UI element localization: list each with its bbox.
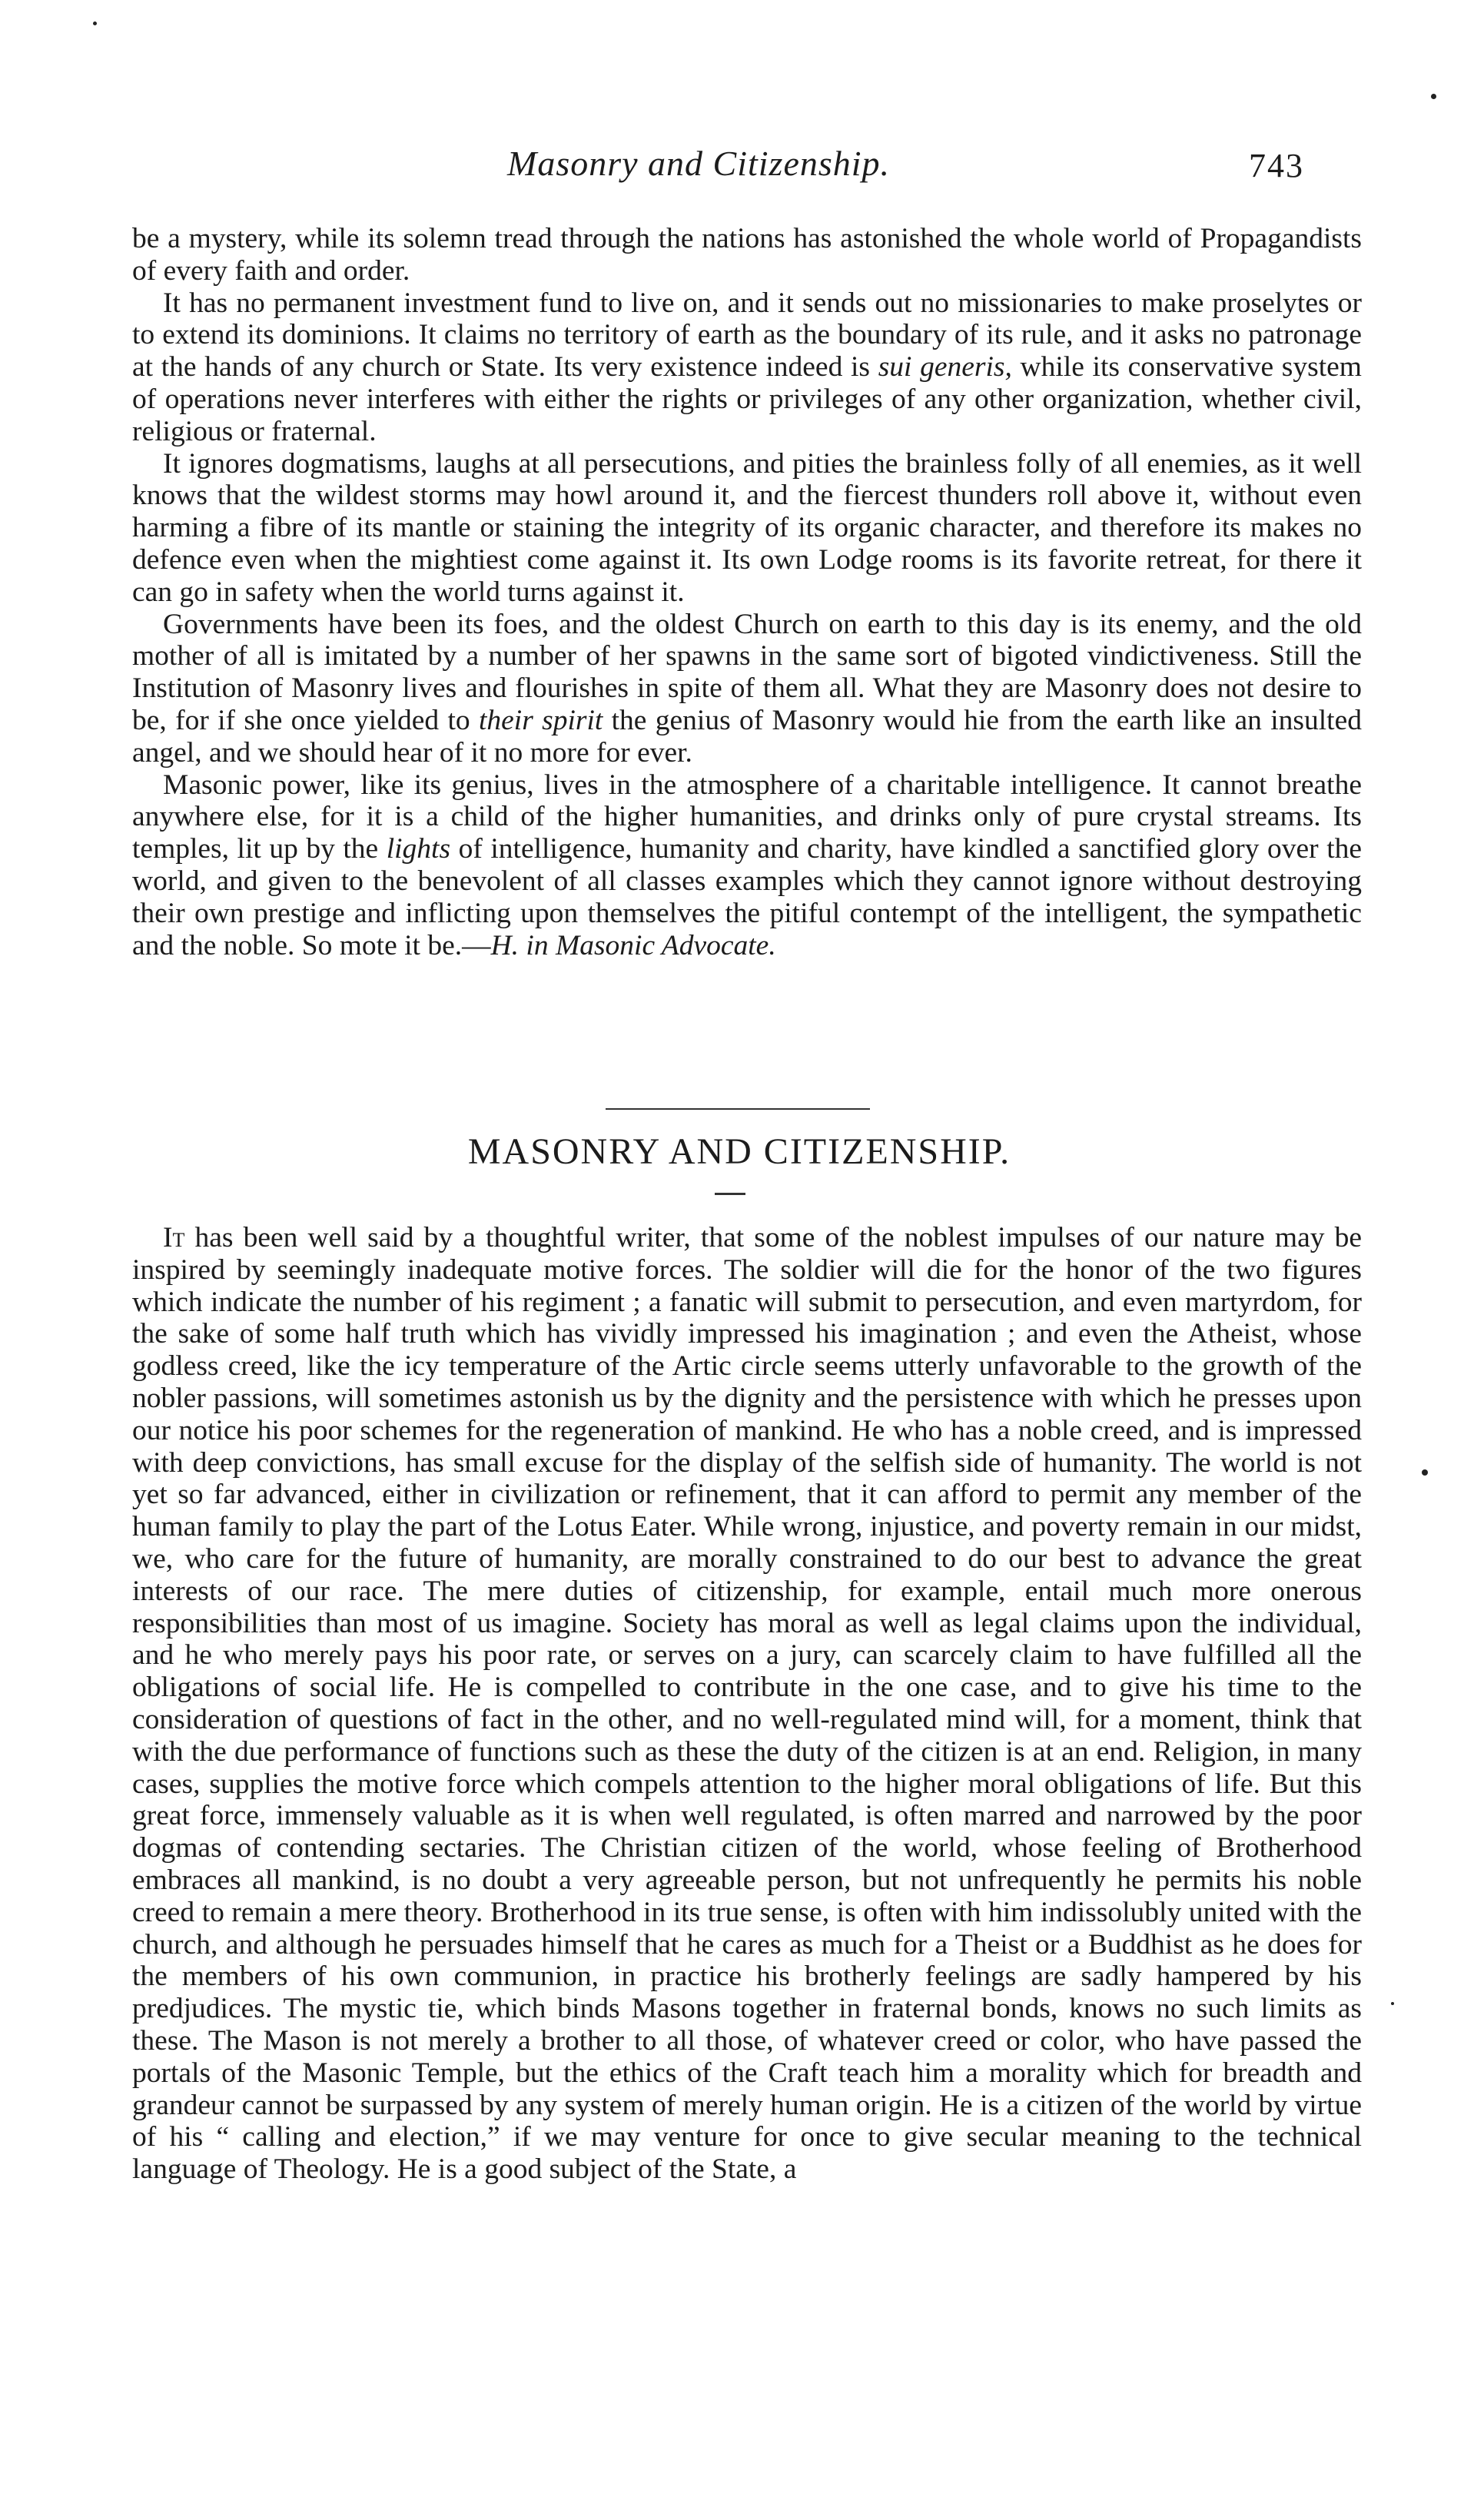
italic-phrase: lights — [386, 833, 451, 865]
paragraph — [132, 609, 1362, 769]
italic-phrase: their spirit — [478, 704, 603, 736]
paragraph — [132, 448, 1362, 609]
paragraph — [132, 223, 1362, 287]
page-number: 743 — [1249, 147, 1304, 184]
paragraph-text: Governments have been its foes, and the oldest Church on earth to this day is its enemy, and the old mother of all is imitated by a number of her spawns in the same sort of bigoted vindictiveness. Still the Institution of Masonry lives and flourishes in spite of them all. What they are Masonry does not desire to be, for if she once yielded to — [132, 608, 1362, 736]
paragraph — [132, 1222, 1362, 2186]
print-speck — [1391, 2002, 1394, 2005]
print-speck — [1431, 94, 1436, 99]
print-speck — [1422, 1469, 1428, 1476]
opening-word: It — [163, 1222, 185, 1253]
article-continuation — [132, 223, 1362, 961]
article-body — [132, 1222, 1362, 2186]
paragraph-text: has been well said by a thoughtful writer, that some of the noblest impulses of our nature may be inspired by seemingly inadequate motive forces. The soldier will die for the honor of the two figures which indicate the number of his regiment ; a fanatic will submit to persecution, and even martyrdom, for the sake of some half truth which has vividly impressed his imagination ; and even the Atheist, whose godless creed, like the icy temperature of the Artic circle seems utterly unfavorable to the growth of the nobler passions, will sometimes astonish us by the dignity and the persistence with which he presses upon our notice his poor schemes for the regeneration of mankind. He who has a noble creed, and is impressed with deep convictions, has small excuse for the display of the selfish side of humanity. The world is not yet so far advanced, either in civilization or refinement, that it can afford to permit any member of the human family to play the part of the Lotus Eater. While wrong, injustice, and poverty remain in our midst, we, who care for the future of humanity, are morally constrained to do our best to advance the great interests of our race. The mere duties of citizenship, for example, entail much more onerous responsibilities than most of us imagine. Society has moral as well as legal claims upon the individual, and he who merely pays his poor rate, or serves on a jury, can scarcely claim to have fulfilled all the obligations of social life. He is compelled to contribute in the one case, and to give his time to the consideration of questions of fact in the other, and no well-regulated mind will, for a moment, think that with the due performance of functions such as these the duty of the citizen is at an end. Religion, in many cases, supplies the motive force which compels attention to the higher moral obligations of life. But this great force, immensely valuable as it is when well regulated, is often marred and narrowed by the poor dogmas of contending sectaries. The Christian citizen of the world, whose feeling of Brotherhood embraces all mankind, is no doubt a very agreeable person, but not unfrequently he permits his noble creed to remain a mere theory. Brotherhood in its true sense, is often with him indissolubly united with the church, and although he persuades himself that he cares as much for a Theist or a Buddhist as he does for the members of his own communion, in practice his brotherly feelings are sadly hampered by his predjudices. The mystic tie, which binds Masons together in fraternal bonds, knows no such limits as these. The Mason is not merely a brother to all those, of whatever creed or color, who have passed the portals of the Masonic Temple, but the ethics of the Craft teach him a morality which for breadth and grandeur cannot be surpassed by any system of merely human origin. He is a citizen of the world by virtue of his “ calling and election,” if we may venture for once to give secular meaning to the technical language of Theology. He is a good subject of the State, a — [132, 1222, 1362, 2186]
heading-rule — [715, 1193, 745, 1195]
paragraph-text: while its conservative system of operations never interferes with either the rights or privileges of any other organization, whether civil, religious or fraternal. — [132, 351, 1362, 447]
section-divider — [606, 1108, 870, 1110]
italic-phrase: sui generis, — [878, 351, 1012, 383]
attribution: H. in Masonic Advocate. — [490, 929, 776, 961]
paragraph-text: be a mystery, while its solemn tread through the nations has astonished the whole world of Propagandists of every faith and order. — [132, 223, 1362, 287]
print-speck — [93, 22, 97, 25]
paragraph-text: the genius of Masonry would hie from the earth like an insulted angel, and we should hear of it no more for ever. — [132, 704, 1362, 769]
paragraph-text: It ignores dogmatisms, laughs at all persecutions, and pities the brainless folly of all enemies, as it well knows that the wildest storms may howl around it, and the fiercest thunders roll above it, without even harming a fibre of its mantle or staining the integrity of its organic character, and therefore its makes no defence even when the mightiest come against it. Its own Lodge rooms is its favorite retreat, for there it can go in safety when the world turns against it. — [132, 447, 1362, 608]
paragraph — [132, 769, 1362, 962]
running-title: Masonry and Citizenship. — [507, 144, 891, 183]
paragraph-text: Masonic power, like its genius, lives in the atmosphere of a charitable intelligence. It cannot breathe anywhere else, for it is a child of the higher humanities, and drinks only of pure crystal streams. Its temples, lit up by the — [132, 769, 1362, 865]
paragraph-text: It has no permanent investment fund to live on, and it sends out no missionaries to make proselytes or to extend its dominions. It claims no territory of earth as the boundary of its rule, and it asks no patronage at the hands of any church or State. Its very existence indeed is — [132, 287, 1362, 383]
section-heading: MASONRY AND CITIZENSHIP. — [467, 1131, 1011, 1172]
paragraph — [132, 287, 1362, 448]
paragraph-text: of intelligence, humanity and charity, have kindled a sanctified glory over the world, and given to the benevolent of all classes examples which they cannot ignore without destroying their own prestige and inflicting upon themselves the pitiful contempt of the intelligent, the sympathetic and the noble. So mote it be.— — [132, 833, 1363, 961]
